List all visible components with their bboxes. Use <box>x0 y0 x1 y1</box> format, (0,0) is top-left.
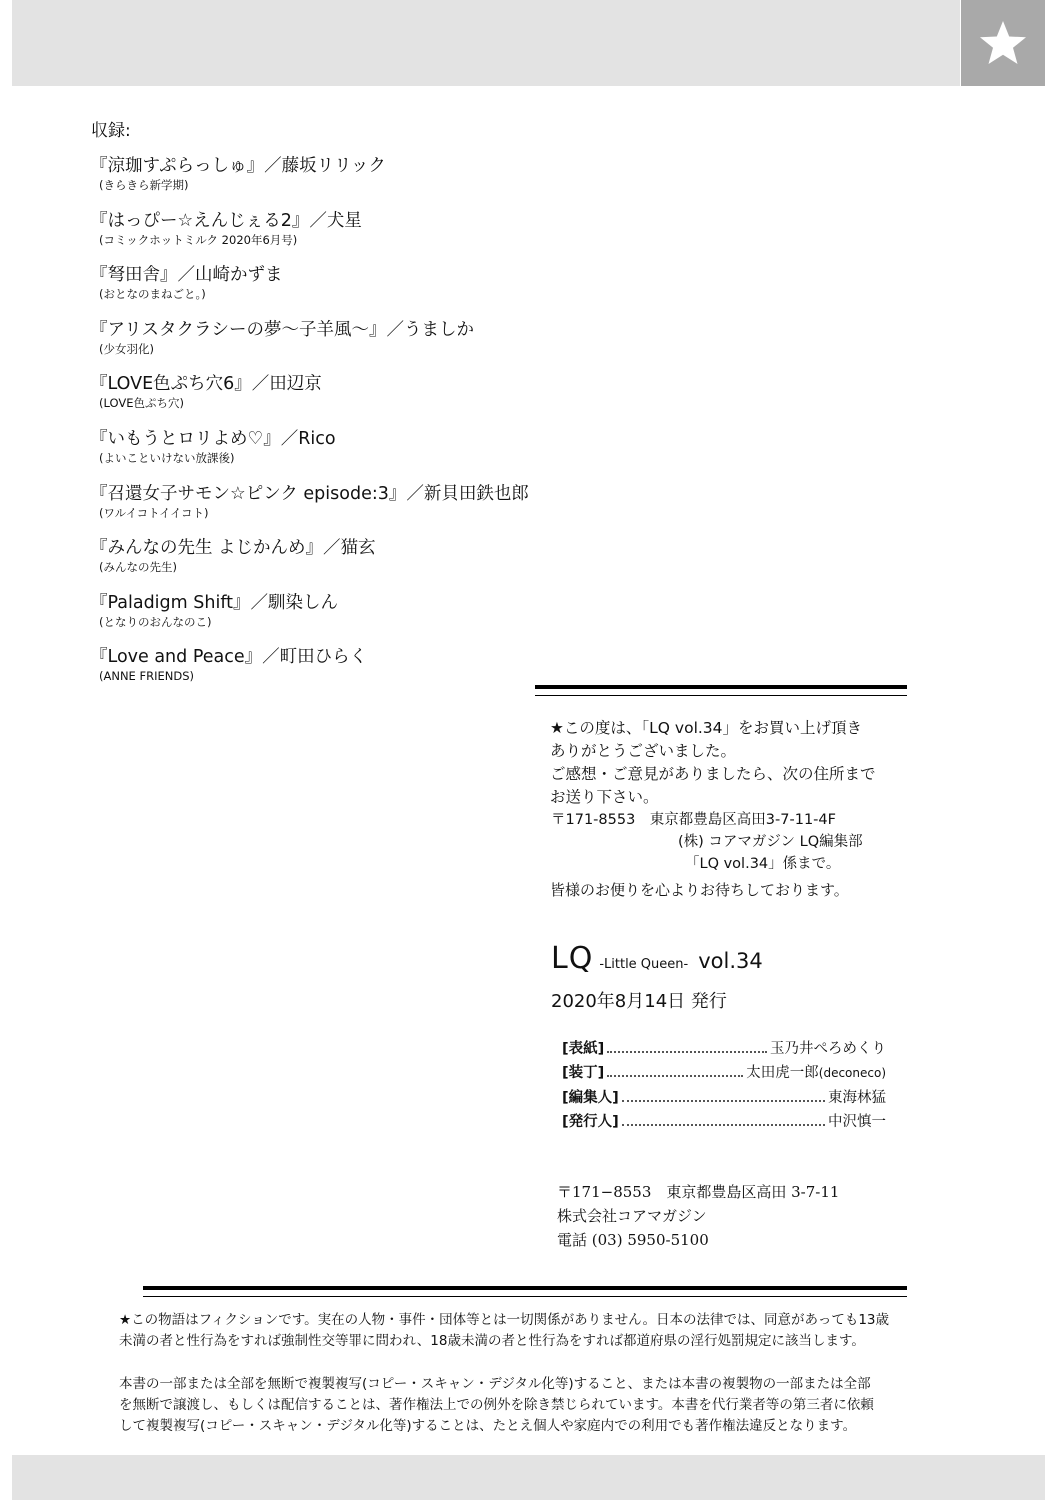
entry-title: 『はっぴー☆えんじぇる2』／犬星 <box>90 210 362 231</box>
contents-entry <box>90 428 610 483</box>
copyright-notice: して複製複写(コピー・スキャン・デジタル化等)することは、たとえ個人や家庭内での利用でも著作権法違反となります。 <box>119 1418 857 1434</box>
thanks-line: ありがとうございました。 <box>550 742 737 760</box>
thanks-message <box>550 717 910 809</box>
entry-source: (コミックホットミルク 2020年6月号) <box>99 232 298 247</box>
mail-attention: 「LQ vol.34」係まで。 <box>685 856 841 872</box>
credit-row <box>562 1082 886 1107</box>
publisher-company: 株式会社コアマガジン <box>557 1207 707 1225</box>
contents-list <box>90 116 610 701</box>
entry-title: 『弩田舎』／山崎かずま <box>90 265 283 286</box>
entry-source: (少女羽化) <box>99 341 154 356</box>
divider-thick <box>535 685 907 689</box>
credit-row <box>562 1058 886 1083</box>
entry-title: 『涼珈すぷらっしゅ』／藤坂リリック <box>90 156 386 176</box>
editorial-address <box>551 809 891 875</box>
entry-source: (ANNE FRIENDS) <box>99 669 194 684</box>
contents-entry <box>90 319 610 374</box>
fiction-notice: ★この物語はフィクションです。実在の人物・事件・団体等とは一切関係がありません。日本の法律では、同意があっても13歳 <box>119 1312 890 1328</box>
publication-date: 2020年8月14日 発行 <box>551 991 727 1012</box>
contents-entry <box>90 537 610 592</box>
footer-band <box>12 1455 1045 1500</box>
copyright-notice: を無断で譲渡し、もしくは配信することは、著作権法上での例外を除き禁じられています。本書を代行業者等の第三者に依頼 <box>119 1397 874 1413</box>
fiction-notice: 未満の者と性行為をすれば強制性交等罪に問われ、18歳未満の者と性行為をすれば都道府県の淫行処罰規定に該当します。 <box>119 1333 865 1349</box>
credit-name: 太田虎一郎(deconeco) <box>746 1065 886 1081</box>
entry-title: 『Paladigm Shift』／馴染しん <box>90 592 339 613</box>
closing-message: 皆様のお便りを心よりお待ちしております。 <box>550 881 849 899</box>
credit-name: 玉乃井ぺろめくり <box>770 1040 886 1057</box>
credit-name: 東海林猛 <box>828 1089 886 1106</box>
dot-leader <box>622 1100 825 1102</box>
credit-role: [表紙] <box>562 1040 605 1057</box>
contents-entry <box>90 155 610 210</box>
entry-source: (きらきら新学期) <box>99 178 189 192</box>
credit-role: [装丁] <box>562 1065 605 1081</box>
entry-title: 『Love and Peace』／町田ひらく <box>90 647 368 668</box>
contents-entry <box>90 210 610 265</box>
dot-leader <box>622 1124 825 1126</box>
copyright-notice: 本書の一部または全部を無断で複製複写(コピー・スキャン・デジタル化等)すること、または本書の複製物の一部または全部 <box>119 1376 871 1392</box>
dot-leader <box>607 1075 743 1077</box>
legal-disclaimer <box>119 1310 929 1437</box>
credit-role: [発行人] <box>562 1114 619 1130</box>
contents-entry <box>90 592 610 647</box>
entry-source: (LOVE色ぷち穴) <box>99 396 184 411</box>
credit-role: [編集人] <box>562 1089 619 1106</box>
thanks-line: お送り下さい。 <box>550 788 659 806</box>
dot-leader <box>607 1051 767 1053</box>
magazine-volume: vol.34 <box>698 949 763 973</box>
divider-thick-bottom <box>143 1286 907 1290</box>
entry-source: (おとなのまねごと。) <box>99 287 206 302</box>
star-icon <box>978 18 1028 68</box>
credit-extra: (deconeco) <box>818 1066 886 1080</box>
magazine-title <box>551 941 763 976</box>
entry-source: (みんなの先生) <box>99 560 177 575</box>
credit-row <box>562 1033 886 1058</box>
credit-row <box>562 1107 886 1132</box>
entry-title: 『みんなの先生 よじかんめ』／猫玄 <box>90 538 376 559</box>
magazine-subtitle: -Little Queen- <box>599 957 689 972</box>
entry-source: (ワルイコトイイコト) <box>99 505 209 520</box>
corner-star-badge <box>961 0 1045 86</box>
publisher-address: 〒171−8553 東京都豊島区高田 3-7-11 <box>557 1183 840 1201</box>
entry-title: 『いもうとロリよめ♡』／Rico <box>90 428 336 449</box>
contents-heading: 収録: <box>91 121 131 141</box>
publisher-info <box>557 1180 839 1252</box>
thanks-line: ご感想・ご意見がありましたら、次の住所まで <box>550 765 876 783</box>
divider-thin <box>535 695 907 696</box>
entry-title: 『LOVE色ぷち穴6』／田辺京 <box>90 374 322 395</box>
contents-entry <box>90 646 610 701</box>
contents-entry <box>90 264 610 319</box>
entry-source: (となりのおんなのこ) <box>99 614 212 629</box>
entry-source: (よいこといけない放課後) <box>99 450 235 465</box>
postal-address: 〒171-8553 東京都豊島区高田3-7-11-4F <box>551 812 836 828</box>
editorial-department: (株) コアマガジン LQ編集部 <box>678 834 863 850</box>
contents-entry <box>90 483 610 538</box>
header-band <box>12 0 960 86</box>
entry-title: 『召還女子サモン☆ピンク episode:3』／新貝田鉄也郎 <box>90 483 529 504</box>
credits-list <box>562 1033 886 1131</box>
publisher-phone: 電話 (03) 5950-5100 <box>557 1231 709 1249</box>
magazine-logo: LQ <box>551 941 594 976</box>
credit-name: 中沢慎一 <box>828 1114 886 1130</box>
divider-thin-bottom <box>143 1296 907 1297</box>
thanks-line: ★この度は、「LQ vol.34」をお買い上げ頂き <box>550 719 863 737</box>
contents-entry <box>90 373 610 428</box>
entry-title: 『アリスタクラシーの夢〜子羊風〜』／うましか <box>90 319 474 340</box>
